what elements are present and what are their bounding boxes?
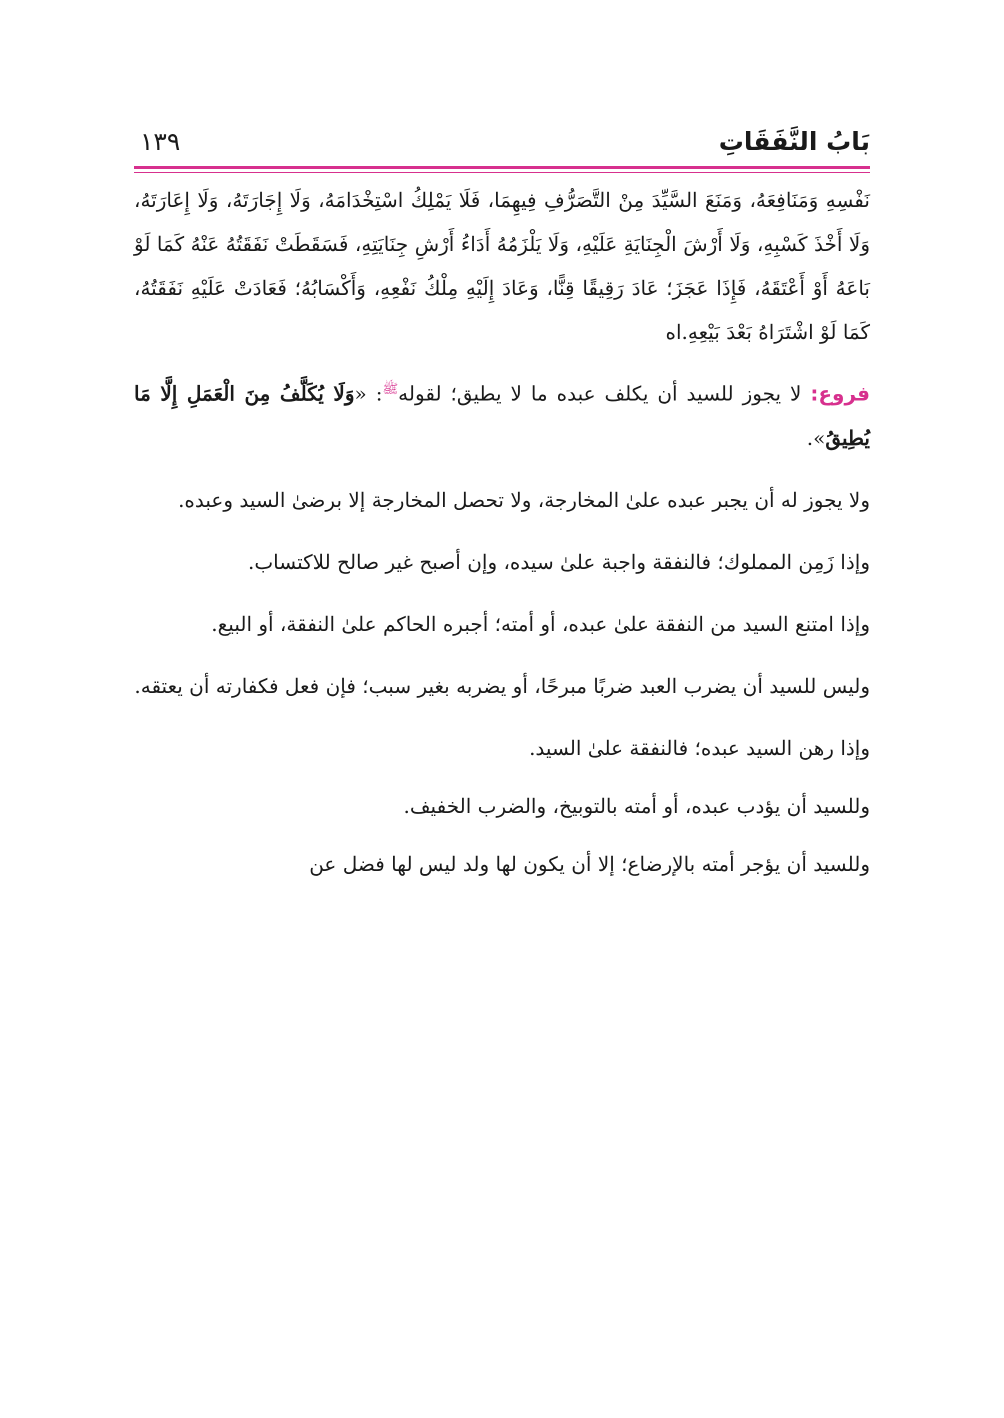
page-body: [134, 178, 870, 900]
quote-close: »: [813, 425, 826, 450]
furu-end: .: [806, 425, 814, 450]
quote-open: «: [354, 381, 367, 406]
paragraph-rahn: وإذا رهن السيد عبده؛ فالنفقة علىٰ السيد.: [529, 735, 870, 760]
quoted-passage: نَفْسِهِ وَمَنَافِعَهُ، وَمَنَعَ السَّيِّدَ مِنْ التَّصَرُّفِ فِيهِمَا، فَلَا يَمْلِكُ اسْتِخْدَامَهُ، وَلَا إِجَارَتَهُ، وَلَا إِعَارَتَهُ، وَلَا أَخْذَ كَسْبِهِ، وَلَا أَرْشَ الْجِنَايَةِ عَلَيْهِ، وَلَا يَلْزَمُهُ أَدَاءُ أَرْشِ جِنَايَتِهِ، فَسَقَطَتْ نَفَقَتُهُ عَنْهُ كَمَا لَوْ بَاعَهُ أَوْ أَعْتَقَهُ، فَإِذَا عَجَزَ؛ عَادَ رَقِيقًا قِنًّا، وَعَادَ إِلَيْهِ مِلْكُ نَفْعِهِ، وَأَكْسَابُهُ؛ فَعَادَتْ عَلَيْهِ نَفَقَتُهُ، كَمَا لَوْ اشْتَرَاهُ بَعْدَ بَيْعِهِ.اه: [134, 188, 870, 344]
paragraph-darb: وليس للسيد أن يضرب العبد ضربًا مبرحًا، أو يضربه بغير سبب؛ فإن فعل فكفارته أن يعتقه.: [134, 673, 870, 698]
furu-label: فروع:: [810, 381, 871, 406]
paragraph-imtina: وإذا امتنع السيد من النفقة علىٰ عبده، أو أمته؛ أجبره الحاكم علىٰ النفقة، أو البيع.: [211, 611, 870, 636]
header-rule-thick: [134, 166, 870, 169]
furu-colon: :: [375, 381, 383, 406]
salawat-symbol: ﷺ: [382, 382, 399, 397]
furu-text: لا يجوز للسيد أن يكلف عبده ما لا يطيق؛ لقوله: [398, 381, 802, 406]
paragraph-mukharaja: ولا يجوز له أن يجبر عبده علىٰ المخارجة، ولا تحصل المخارجة إلا برضىٰ السيد وعبده.: [178, 487, 870, 512]
header-rule-thin: [134, 172, 870, 173]
page-number: ١٣٩: [140, 127, 181, 156]
furu-paragraph: [134, 368, 870, 460]
paragraph-tadib: وللسيد أن يؤدب عبده، أو أمته بالتوبيخ، والضرب الخفيف.: [403, 793, 870, 818]
paragraph-zamin: وإذا زَمِن المملوك؛ فالنفقة واجبة علىٰ سيده، وإن أصبح غير صالح للاكتساب.: [247, 549, 870, 574]
page-header: [134, 122, 870, 162]
paragraph-irda: وللسيد أن يؤجر أمته بالإرضاع؛ إلا أن يكون لها ولد ليس لها فضل عن: [309, 851, 870, 876]
hadith-text: وَلَا يُكَلَّفُ مِنَ الْعَمَلِ إِلَّا مَا يُطِيقُ: [134, 381, 870, 450]
running-title: بَابُ النَّفَقَاتِ: [718, 127, 870, 156]
